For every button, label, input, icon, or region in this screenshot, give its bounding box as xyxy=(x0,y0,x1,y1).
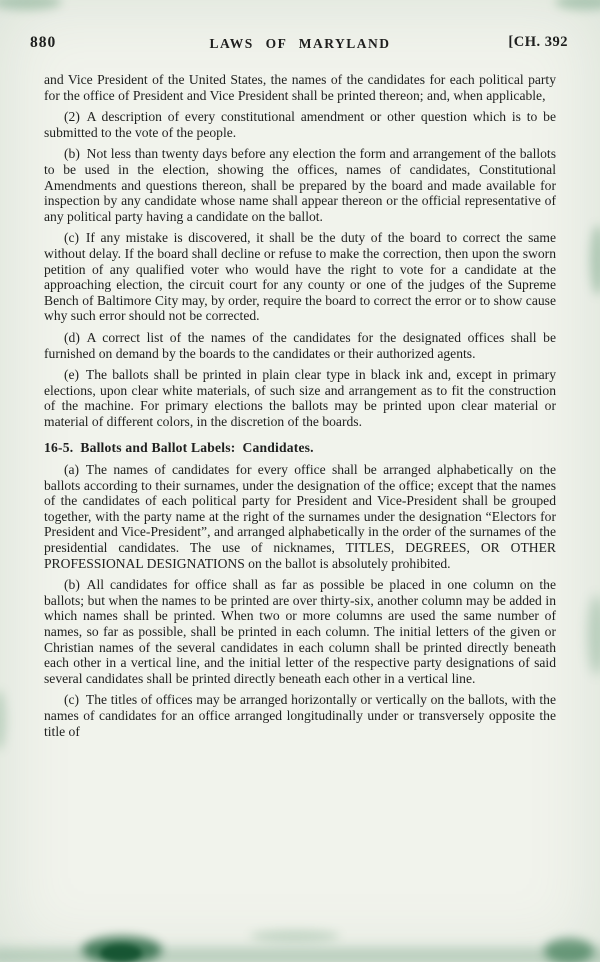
scan-artifact xyxy=(250,930,340,942)
scan-artifact xyxy=(588,595,600,675)
chapter-ref: [CH. 392 xyxy=(508,34,568,50)
paragraph: (c) The titles of offices may be arranged horizontally or vertically on the ballots, with the names of candidates for an office arranged longitudinally under or transversely opposite the title of xyxy=(44,692,556,739)
scan-artifact xyxy=(82,936,162,962)
page-header xyxy=(30,34,570,56)
page-number: 880 xyxy=(30,34,57,51)
paragraph: (c) If any mistake is discovered, it shall be the duty of the board to correct the same without delay. If the board shall decline or refuse to make the correction, then upon the sworn petition of any qualified voter who would have the right to vote for a candidate at the approaching election, the circuit court for any county or one of the judges of the Supreme Bench of Baltimore City may, by order, require the board to correct the error or to show cause why such error should not be corrected. xyxy=(44,230,556,324)
running-title: LAWS OF MARYLAND xyxy=(209,36,391,51)
scan-artifact xyxy=(100,944,142,962)
scan-artifact xyxy=(0,948,600,962)
paragraph: (e) The ballots shall be printed in plain clear type in black ink and, except in primary elections, upon clear white materials, of such size and arrangement as to fit the construction of the machine. For primary elections the ballots may be printed upon clear material or material of different colors, in the discretion of the boards. xyxy=(44,367,556,429)
paragraph: (d) A correct list of the names of the candidates for the designated offices shall be furnished on demand by the boards to the candidates or their authorized agents. xyxy=(44,329,556,361)
scan-artifact xyxy=(590,225,600,295)
section-heading: 16-5. Ballots and Ballot Labels: Candidates. xyxy=(44,440,314,456)
paragraph: (b) All candidates for office shall as far as possible be placed in one column on the ballots; but when the names to be printed are over thirty-six, another column may be added in which names shall be printed. When two or more columns are used the same number of names, so far as possible, shall be printed in each column. The initial letters of the given or Christian names of the several candidates in each column shall be printed directly beneath each other in a vertical line, and the initial letter of the respective party designations of said several candidates shall be printed directly beneath each other in a vertical line. xyxy=(44,577,556,686)
scan-artifact xyxy=(544,938,594,962)
paragraph: (a) The names of candidates for every office shall be arranged alphabetically on the ballots according to their surnames, under the designation of the office; except that the names of the candidates of each political party for President and Vice-President shall be grouped together, with the party name at the right of the surnames under the designation “Electors for President and Vice-President”, and arranged alphabetically in the order of the surnames of the presidential candidates. The use of nicknames, TITLES, DEGREES, OR OTHER PROFESSIONAL DESIGNATIONS on the ballot is absolutely prohibited. xyxy=(44,462,556,571)
text-body xyxy=(44,72,556,739)
paragraph: and Vice President of the United States, the names of the candidates for each political party for the office of President and Vice President shall be printed thereon; and, when applicable, xyxy=(44,72,556,103)
paragraph: (b) Not less than twenty days before any election the form and arrangement of the ballots to be used in the election, showing the offices, names of candidates, Constitutional Amendments and questions thereon, shall be prepared by the board and made available for inspection by any candidate whose name shall appear thereon or the official representative of any political party having a candidate on the ballot. xyxy=(44,146,556,224)
paragraph: (2) A description of every constitutional amendment or other question which is to be submitted to the vote of the people. xyxy=(44,109,556,140)
scan-artifact xyxy=(0,0,62,10)
scan-artifact xyxy=(0,690,6,750)
scan-artifact xyxy=(555,0,600,10)
